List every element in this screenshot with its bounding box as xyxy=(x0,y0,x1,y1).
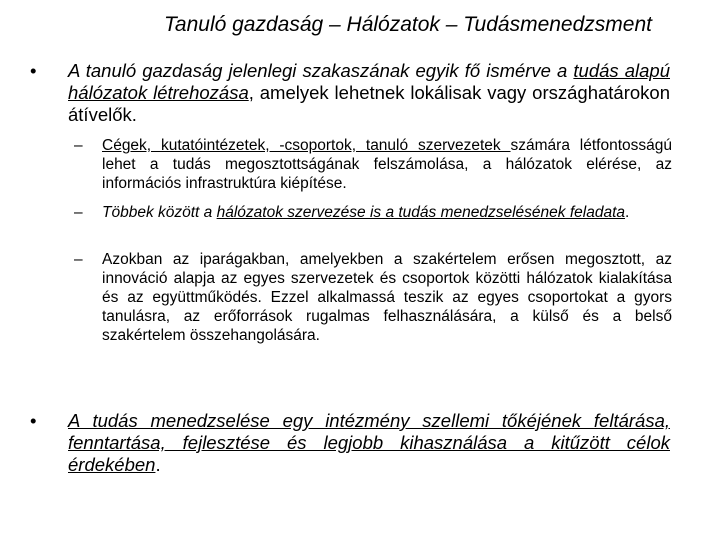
bullet1-part2: , amelyek lehetnek lokálisak vagy országhatárokon átívelők. xyxy=(68,82,670,125)
bullet1-underlined: tudás alapú hálózatok létrehozása xyxy=(68,60,670,103)
bullet1-part1: A tanuló gazdaság jelenlegi szakaszának egyik fő ismérve a xyxy=(68,60,574,81)
sub2-underlined: hálózatok szervezése is a tudás menedzselésének feladata xyxy=(216,204,626,221)
sub-item-2 xyxy=(74,203,672,222)
bullet-dot: • xyxy=(30,60,37,81)
bullet-item-2 xyxy=(30,410,670,476)
sub-item-3 xyxy=(74,250,672,345)
sub2-part1: Többek között a xyxy=(102,204,217,221)
bullet-item-1 xyxy=(30,60,670,126)
sub-text-3: Azokban az iparágakban, amelyekben a szakértelem erősen megosztott, az innováció alapja az egyes szervezetek és csoportok közötti hálózatok kialakítása és az együttműködés. Ezzel alkalmassá teszik az egyes csoportokat a gyors tanulásra, az erőforrások rugalmas felhasználására, a külső és a belső szakértelem összehangolására. xyxy=(102,251,672,344)
bullet2-underlined: A tudás menedzselése egy intézmény szellemi tőkéjének feltárása, fenntartása, fejlesztése és legjobb kihasználása a kitűzött célok érdekében xyxy=(68,410,670,475)
sub1-underlined: Cégek, kutatóintézetek, -csoportok, tanuló szervezetek xyxy=(102,137,511,154)
slide-title: Tanuló gazdaság – Hálózatok – Tudásmenedzsment xyxy=(164,13,652,36)
bullet-text-1 xyxy=(68,60,670,126)
bullet2-part2: . xyxy=(155,454,161,475)
dash-marker: – xyxy=(74,204,83,221)
bullet-dot: • xyxy=(30,410,37,431)
sub2-part2: . xyxy=(625,204,630,221)
dash-marker: – xyxy=(74,251,83,268)
sub-text-2 xyxy=(102,203,672,222)
sub-text-1 xyxy=(102,136,672,193)
sub1-rest: számára létfontosságú lehet a tudás megosztottságának felszámolása, a hálózatok elérése, az információs infrastruktúra kiépítése. xyxy=(102,137,673,192)
dash-marker: – xyxy=(74,137,83,154)
sub-item-1 xyxy=(74,136,672,193)
bullet-text-2 xyxy=(68,410,670,476)
